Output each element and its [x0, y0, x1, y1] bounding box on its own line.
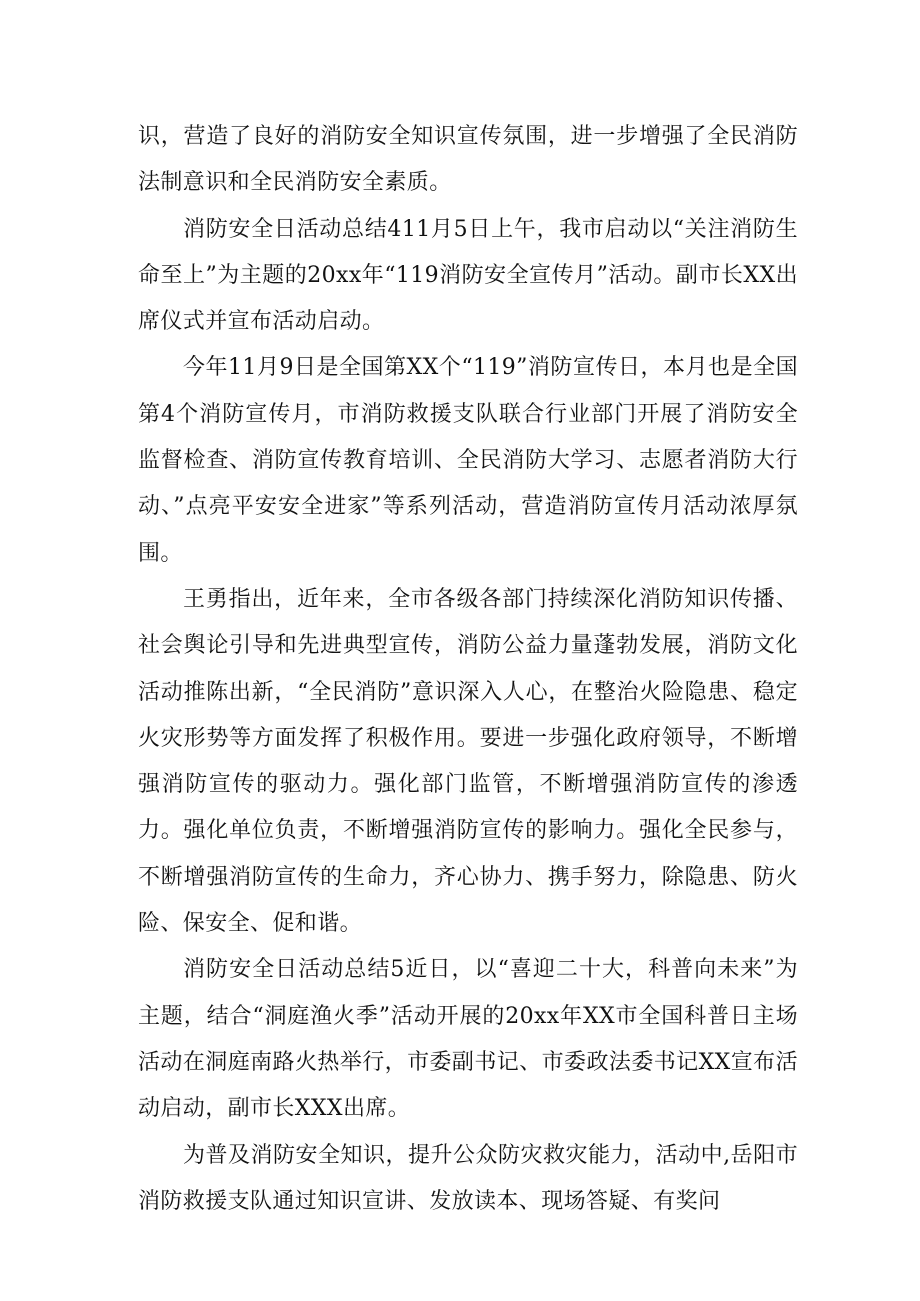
paragraph-fire-safety-day: 今年11月9日是全国第XX个“119”消防宣传日，本月也是全国第4个消防宣传月，市消防救援支队联合行业部门开展了消防安全监督检查、消防宣传教育培训、全民消防大学习、志愿者消防大行动、”点亮平安安全进家”等系列活动，营造消防宣传月活动浓厚氛围。: [138, 355, 798, 566]
document-page: [138, 114, 798, 1225]
paragraph-leader-remarks: 王勇指出，近年来，全市各级各部门持续深化消防知识传播、社会舆论引导和先进典型宣传，消防公益力量蓬勃发展，消防文化活动推陈出新，“全民消防”意识深入人心，在整治火险隐患、稳定火灾形势等方面发挥了积极作用。要进一步强化政府领导，不断增强消防宣传的驱动力。强化部门监管，不断增强消防宣传的渗透力。强化单位负责，不断增强消防宣传的影响力。强化全民参与，不断增强消防宣传的生命力，齐心协力、携手努力，除隐患、防火险、保安全、促和谐。: [138, 586, 798, 937]
paragraph-knowledge-outreach: 为普及消防安全知识，提升公众防灾救灾能力，活动中,岳阳市消防救援支队通过知识宣讲、发放读本、现场答疑、有奖问: [138, 1142, 798, 1214]
paragraph-continuation: 识，营造了良好的消防安全知识宣传氛围，进一步增强了全民消防法制意识和全民消防安全素质。: [138, 124, 798, 196]
paragraph-campaign-launch: 消防安全日活动总结411月5日上午，我市启动以“关注消防生命至上”为主题的20xx年“119消防安全宣传月”活动。副市长XX出席仪式并宣布活动启动。: [138, 216, 798, 335]
paragraph-science-day: 消防安全日活动总结5近日，以“喜迎二十大，科普向未来”为主题，结合“洞庭渔火季”活动开展的20xx年XX市全国科普日主场活动在洞庭南路火热举行，市委副书记、市委政法委书记XX宣布活动启动，副市长XXX出席。: [138, 957, 798, 1122]
